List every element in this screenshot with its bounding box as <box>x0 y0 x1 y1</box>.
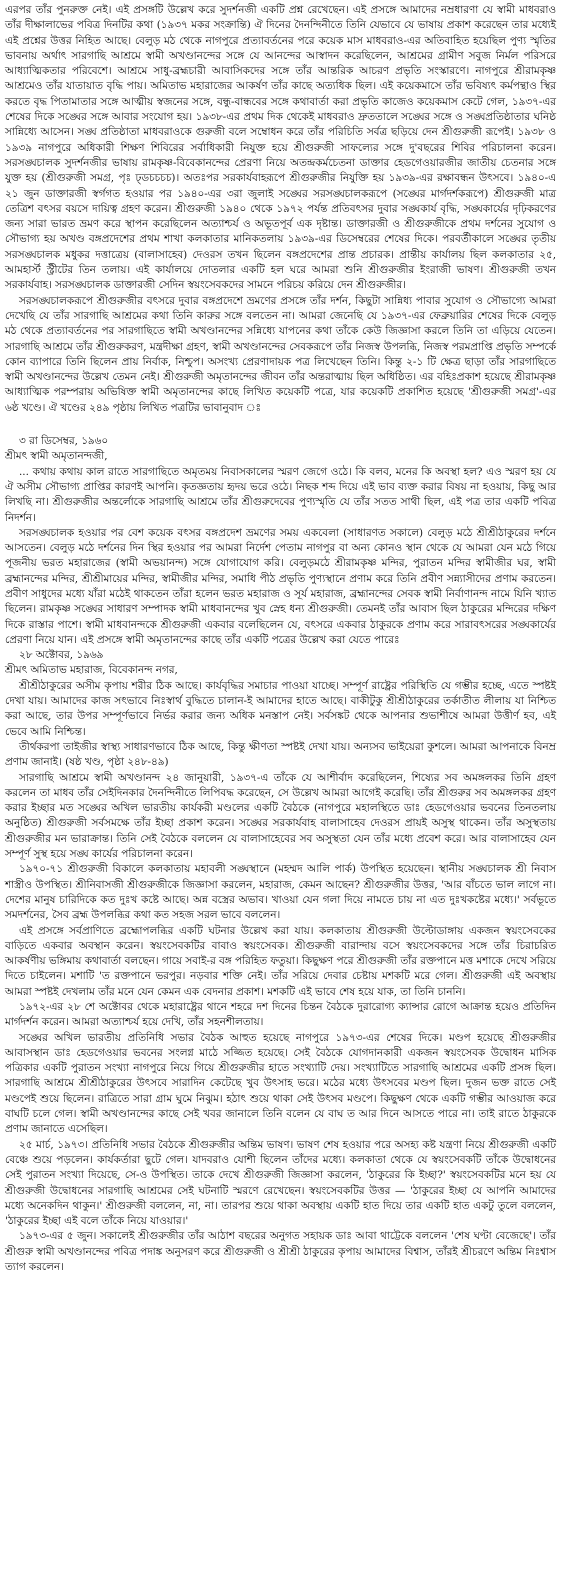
letter-salutation-1: শ্রীমৎ স্বামী অমৃতানন্দজী, <box>5 450 108 463</box>
paragraph-1972: ১৯৭২-এর ২৮ শে অক্টোবর থেকে মহারাষ্ট্রের থানে শহরে দশ দিনের চিন্তন বৈঠকে দুরারোগ্য ক্যান্সার রোগে আক্রান্ত হয়েও প্রতিদিন মার্গদর্শন করেন। আমরা অত্যাশ্চর্য হয়ে দেখি, তাঁর সহনশীলতায়। <box>5 1001 556 1029</box>
letter-salutation-2: শ্রীমৎ অমিতাভ মহারাজ, বিবেকানন্দ নগর, <box>5 664 178 677</box>
paragraph-1970: ১৯৭০-৭১ শ্রীগুরুজী বিকালে কলকাতায় মহাবলী সঙ্ঘস্থানে (মহম্মদ আলি পার্ক) উপস্থিত হয়েছেন। স্থানীয় সঙ্ঘচালক শ্রী নিবাস শাস্ত্রীও উপস্থিত। শ্রীনিবাসজী শ্রীগুরুজীকে জিজ্ঞাসা করলেন, মহারাজ, কেমন আছেন? শ্রীগুরুজীর উত্তর, 'আর বাঁচতে ভাল লাগে না। দেশের মানুষ চারিদিকে কত দুঃখ কষ্টে আছে। অন্ন বস্ত্রের অভাব। খাওয়া যেন গলা দিয়ে নামতে চায় না এত দুঃখকষ্টের মধ্যে।' সর্বভূতে সমদর্শনের, সৈব ব্রহ্ম উপলব্ধির কথা কত সহজ সরল ভাবে বললেন। <box>5 863 556 922</box>
paragraph-guruji-silence: সরসঙ্ঘচালকরূপে শ্রীগুরুজীর বৎসরে দুবার বঙ্গপ্রদেশে ভ্রমণের প্রসঙ্গে তাঁর দর্শন, কিছুটা সান্নিধ্য পাবার সুযোগ ও সৌভাগ্যে আমরা দেখেছি যে তাঁর সারগাছি আশ্রমের কথা তিনি কারুর সঙ্গে বলতেন না। আমরা জেনেছি যে ১৯৩৭-এর ফেব্রুয়ারির শেষের দিকে বেলুড় মঠ থেকে প্রত্যাবর্তনের পর সারগাছিতে স্বামী অখণ্ডানন্দের সন্নিধ্যে যাপনের কথা তাঁকে কেউ জিজ্ঞাসা করলে তিনি তা এড়িয়ে যেতেন। সারগাছি আশ্রমে তাঁর শ্রীগুরুকরণ, মন্ত্রদীক্ষা গ্রহণ, স্বামী অখণ্ডানন্দের সেবকরূপে তাঁর নিজস্ব উপলব্ধি, নিজস্ব পরমপ্রাপ্তি প্রভৃতি সম্পর্কে কোন ব্যাপারে তিনি ছিলেন প্রায় নির্বাক, নিশ্চুপ। অসংখ্য প্রেরণাদায়ক পত্র লিখেছেন তিনি। কিন্তু ২-১ টি ক্ষেত্র ছাড়া তাঁর সারগাছিতে স্বামী অখণ্ডানন্দের উল্লেখ তেমন নেই। শ্রীগুরুজী অমৃতানন্দের জীবন তাঁর অন্তরাত্মায় ছিল অধিষ্ঠিত। এর বহিঃপ্রকাশ হয়েছে শ্রীরামকৃষ্ণ আধ্যাত্মিক পরম্পরায় অভিষিক্ত স্বামী অমৃতানন্দের কাছে লিখিত কয়েকটি পত্রে, যার কয়েকটি প্রকাশিত হয়েছে 'শ্রীগুরুজী সমগ্র'-এর ৬ষ্ঠ খণ্ডে। ঐ খণ্ডের ২৪৯ পৃষ্ঠায় লিখিত পত্রটির ভাবানুবাদ ঃ <box>5 294 556 414</box>
paragraph-mosquito: এই প্রসঙ্গে সর্বপ্রাণিতে ব্রহ্মোপলব্ধির একটি ঘটনার উল্লেখ করা যায়। কলকাতায় শ্রীগুরুজী উল্টোডাঙ্গায় একজন স্বয়ংসেবকের বাড়িতে একবার অবস্থান করেন। স্বয়ংসেবকটির বাবাও স্বয়ংসেবক। শ্রীগুরুজী বারান্দায় বসে স্বয়ংসেবকদের সঙ্গে তাঁর চিরাচরিত আকর্ষণীয় ভঙ্গিমায় কথাবার্তা বলছেন। গায়ে সবাই-র বঙ্গ পরিহিত ফতুয়া। কিছুক্ষণ পরে শ্রীগুরুজী তাঁর রক্তপানে মত্ত মশাকে দেখে সরিয়ে দিতে চাইলেন। মশাটি 'ত রক্তপানে ভরপুর। নড়বার শক্তি নেই। তাঁর সরিয়ে দেবার চেষ্টায় মশকটি মরে গেল। শ্রীগুরুজী এই অবস্থায় আমরা স্পষ্টই দেখলাম তাঁর মনে যেন কেমন এক বেদনার প্রকাশ। মশকটি এই ভাবে শেষ হয়ে যাক, তা তিনি চাননি। <box>5 924 556 998</box>
paragraph-june-1973: ১৯৭৩-এর ৫ জুন। সকালেই শ্রীগুরুজীর তাঁর আঠাশ বছরের অনুগত সহায়ক ডাঃ আবা থাট্টেকে বললেন 'শেষ ঘণ্টা বেজেছে'। তাঁর শ্রীগুরু স্বামী অখণ্ডানন্দের পবিত্র পদাঙ্ক অনুসরণ করে শ্রীগুরুজী ও শ্রীশ্রী ঠাকুরের কৃপায় আমাদের বিশ্বাস, তাঁরই শ্রীচরণে অন্তিম নিঃশ্বাস ত্যাগ করলেন। <box>5 1230 556 1274</box>
spacer <box>5 416 556 434</box>
paragraph-intro: এরপর তাঁর পুনরুক্ত নেই। এই প্রসঙ্গটি উল্লেখ করে সুদর্শনজী একটি প্রশ্ন রেখেছেন। এই প্রসঙ্গে আমাদের নম্রধারণা যে স্বামী মাধবরাও তাঁর দীক্ষালাভের পবিত্র দিনটির কথা (১৯৩৭ মকর সংক্রান্তি) ঐ দিনের দৈনন্দিনীতে তিনি যেভাবে যে ভাষায় প্রকাশ করেছেন তার মধ্যেই এই প্রশ্নের উত্তর নিহিত আছে। বেলুড় মঠ থেকে নাগপুরে প্রত্যাবর্তনের পরে কয়েক মাস মাধবরাও-এর অতিবাহিত হয়েছিল পুণ্য স্মৃতির ভাবনায় অর্থাৎ সারগাছি আশ্রমে স্বামী অখণ্ডানন্দের সঙ্গে যে আনন্দের আস্বাদন করেছিলেন, আশ্রমের গ্রামীণ সবুজ নির্মল পরিসরে আধ্যাত্মিকতার পরিবেশে। আশ্রমে সাধু-ব্রহ্মচারী আবাসিকদের সঙ্গে তাঁর আন্তরিক আচরণ প্রভৃতি সংস্কারণে। নাগপুরে শ্রীরামকৃষ্ণ আশ্রমেও তাঁর যাতায়াত বৃদ্ধি পায়। অমিতাভ মহারাজের আকর্ষণ তাঁর কাছে অত্যধিক ছিল। এই কয়েকমাসে তাঁর ভবিষ্যৎ কর্মপন্থাও স্থির করতে বৃদ্ধ পিতামাতার সঙ্গে আত্মীয় স্বজনের সঙ্গে, বন্ধু-বান্ধবের সঙ্গে কথাবার্তা করা প্রভৃতি কাজেও কয়েকমাস কেটে গেল, ১৯৩৭-এর শেষের দিকে সঙ্ঘের সঙ্গে আবার সংযোগ হয়। ১৯৩৮-এর প্রথম দিক থেকেই মাধবরাও দ্রুততালে সঙ্ঘের সঙ্গে ও সঙ্ঘপ্রতিষ্ঠাতার ঘনিষ্ঠ সান্নিধ্যে আসেন। সঙ্ঘ প্রতিষ্ঠাতা মাধবরাওকে গুরুজী বলে সম্বোধন করে তাঁর পরিচিতি সর্বত্র ছড়িয়ে দেন শ্রীগুরুজী রূপেই। ১৯৩৮ ও ১৯৩৯ নাগপুরে অধিকারী শিক্ষণ শিবিরের সর্বাধিকারী নিযুক্ত হয়ে শ্রীগুরুজী সাফল্যের সঙ্গে দু'বছরের শিবির পরিচালনা করেন। সরসঙ্ঘচালক সুদর্শনজীর ভাষায় রামকৃষ্ণ-বিবেকানন্দের প্রেরণা নিয়ে অতন্দ্রকর্মচেতনা ডাক্তার হেডগেওয়ারজীর জাতীয় চেতনার সঙ্গে যুক্ত হয় (শ্রীগুরুজী সমগ্র, পৃঃ ঢ্ডচচচচ)। অতঃপর সরকার্যবাহরূপে শ্রীগুরুজীর নিযুক্তি হয় ১৯৩৯-এর রক্ষাবন্ধন উৎসবে। ১৯৪০-এ ২১ জুন ডাক্তারজী স্বর্গগত হওয়ার পর ১৯৪০-এর ৩রা জুলাই সঙ্ঘের সরসঙ্ঘচালকরূপে (সঙ্ঘের মার্গদর্শকরূপে) শ্রীগুরুজী মাত্র তেত্রিশ বৎসর বয়সে দায়িত্ব গ্রহণ করেন। শ্রীগুরুজী ১৯৪০ থেকে ১৯৭২ পর্যন্ত প্রতিবৎসর দুবার সঙ্ঘকার্য বৃদ্ধি, সঙ্ঘকার্যের দৃঢ়িকরণের জন্য সারা ভারত ভ্রমণ করে স্থাপন করেছিলেন অত্যাশ্চর্য ও অভূতপূর্ব এক দৃষ্টান্ত। ডাক্তারজী ও শ্রীগুরুজীকে প্রথম দর্শনের সুযোগ ও সৌভাগ্য হয় অখণ্ড বঙ্গপ্রদেশের প্রথম শাখা কলকাতার মানিকতলায় ১৯৩৯-এর ডিসেম্বরের শেষের দিকে। পরবর্তীকালে সঙ্ঘের তৃতীয় সরসঙ্ঘচালক মধুকর দত্তাত্রেয় (বালাসাহেব) দেওরস তখন ছিলেন বঙ্গপ্রদেশের প্রান্ত প্রচারক। প্রান্তীয় কার্যালয় ছিল কলকাতার ২৫, আমহার্স্ট স্ট্রীটের তিন তলায়। এই কার্যালয়ে দোতলার একটি হল ঘরে আমরা শুনি শ্রীগুরুজীর ইংরাজী ভাষণ। শ্রীগুরুজী তখন সরকার্যবাহ। সরসঙ্ঘচালক ডাক্তারজী সেদিন স্বয়ংসেবকদের সামনে পরিচয় করিয়ে দেন শ্রীগুরুজীর। <box>5 4 556 292</box>
paragraph-final-speech: ২৫ মার্চ, ১৯৭৩। প্রতিনিধি সভার বৈঠকে শ্রীগুরুজীর অন্তিম ভাষণ। ভাষণ শেষ হওয়ার পরে অসহ্য কষ্ট যন্ত্রণা নিয়ে শ্রীগুরুজী একটি বেঞ্চে শুয়ে পড়লেন। কার্যকর্তারা ছুটে গেল। যাদবরাও যোশী ছিলেন তাঁদের মধ্যে। কলকাতা থেকে যে স্বয়ংসেবকটি তাঁকে উদ্বোধনের সেই পুরাতন সংখ্যা দিয়েছে, সে-ও উপস্থিত। তাকে দেখে শ্রীগুরুজী জিজ্ঞাসা করলেন, 'ঠাকুরের কি ইচ্ছা?' স্বয়ংসেবকটির মনে হয় যে শ্রীগুরুজী উদ্বোধনের সারগাছি আশ্রমের সেই ঘটনাটি স্মরণে রেখেছেন। স্বয়ংসেবকটির উত্তর — 'ঠাকুরের ইচ্ছা যে আপনি আমাদের মধ্যে অনেকদিন থাকুন।' শ্রীগুরুজী বললেন, না, না। তারপর শুয়ে থাকা অবস্থায় একটি হাত দিয়ে তার একটি হাত একটু তুলে বললেন, 'ঠাকুরের ইচ্ছা এই বলে তাঁকে নিয়ে যাওয়ার।' <box>5 1138 556 1228</box>
letter-date-2: ২৮ অক্টোবর, ১৯৬৯ <box>19 649 104 662</box>
letter-body-2-closing: তীর্থকরপা তাইজীর স্বাস্থ্য সাধারণভাবে ঠিক আছে, কিন্তু ক্ষীণতা স্পষ্টই দেখা যায়। অন্যসব ভাইয়েরা কুশলে। আমরা আপনাকে বিনম্র প্রণাম জানাই। (ষষ্ঠ খণ্ড, পৃষ্ঠা ২৪৮-৪৯) <box>5 740 556 769</box>
letter-body-2: শ্রীশ্রীঠাকুরের অসীম কৃপায় শরীর ঠিক আছে। কার্যবৃদ্ধির সমাচার পাওয়া যাচ্ছে। সম্পূর্ণ রাষ্ট্রের পরিস্থিতি যে গম্ভীর হচ্ছে, এতে স্পষ্টই দেখা যায়। আমাদের কাজ সৎভাবে নিঃস্বার্থ বুদ্ধিতে চালান-ই আমাদের হাতে আছে। বাকীটুকু শ্রীশ্রীঠাকুরের তর্কাতীত লীলায় যা নিশ্চিত করা আছে, তার উপর সম্পূর্ণভাবে নির্ভর করার জন্য অধিক মনস্তাপ নেই। সর্বসঙ্কট থেকে আপনার শুভাশীষে আমরা উত্তীর্ণ হব, এই ভেবে আমি নিশ্চিন্ত। <box>5 679 556 738</box>
letter-date-1: ৩ রা ডিসেম্বর, ১৯৬০ <box>19 435 109 448</box>
paragraph-blessing: সারগাছি আশ্রমে স্বামী অখণ্ডানন্দ ২৪ জানুয়ারী, ১৯৩৭-এ তাঁকে যে আশীর্বাদ করেছিলেন, শিষ্যের সব অমঙ্গলকর তিনি গ্রহণ করলেন তা মাধব তাঁর সেইদিনকার দৈনন্দিনীতে লিপিবদ্ধ করেছেন, সে উল্লেখ আমরা আগেই করেছি। তাঁর শ্রীগুরুর সব অমঙ্গলকর গ্রহণ করার ইচ্ছার মত সঙ্ঘের অখিল ভারতীয় কার্যকরী মণ্ডলের একটি বৈঠকে (নাগপুরে মহালস্থিতে ডাঃ হেডগেওয়ার ভবনের তিনতলায় অনুষ্ঠিত) শ্রীগুরুজী সর্বসমক্ষে তাঁর ইচ্ছা প্রকাশ করেন। সঙ্ঘের সরকার্যবাহ বালাসাহেব দেওরস প্রায়ই অসুস্থ থাকেন। তাঁর অসুস্থতায় শ্রীগুরুজীর মন ভারাক্রান্ত। তিনি সেই বৈঠকে বললেন যে বালাসাহেবের সব অসুস্থতা যেন তাঁর মধ্যে প্রবেশ করে। আর বালাসাহেব যেন সম্পূর্ণ সুস্থ হয়ে সঙ্ঘ কার্যের পরিচালনা করেন। <box>5 771 556 861</box>
letter-body-1: ... কথায় কথায় কাল রাতে সারগাছিতে অমৃতময় নিবাসকালের স্মরণ জেগে ওঠে। কি বলব, মনের কি অবস্থা হল? এও স্মরণ হয় যে ঐ অসীম সৌভাগ্য প্রাপ্তির কারণই আপনি। কৃতজ্ঞতায় হৃদয় ভরে ওঠে। নিছক শব্দ দিয়ে এই ভাব ব্যক্ত করার বিষয় না হওয়ায়, কিছু আর লিখছি না। শ্রীগুরুজীর অন্তর্লোকে সারগাছি আশ্রমে তাঁর শ্রীগুরুদেবের পুণ্যস্মৃতি যে তাঁর সতত সাথী ছিল, এই পত্র তার একটি পবিত্র নিদর্শন। <box>5 465 556 524</box>
paragraph-pratinidhi-sabha: সঙ্ঘের অখিল ভারতীয় প্রতিনিধি সভার বৈঠক আহুত হয়েছে নাগপুরে ১৯৭৩-এর শেষের দিকে। মণ্ডপ হয়েছে শ্রীগুরুজীর আবাসস্থান ডাঃ হেডগেওয়ার ভবনের সংলগ্ন মাঠে সজ্জিত হয়েছে। সেই বৈঠকে যোগদানকারী একজন স্বয়ংসেবক উদ্বোধন মাসিক পত্রিকার একটি পুরাতন সংখ্যা নাগপুরে নিয়ে গিয়ে শ্রীগুরুজীর হাতে সংখ্যাটি দেয়। সংখ্যাটিতে সারগাছি আশ্রমের একটি প্রসঙ্গ ছিল। সারগাছি আশ্রমে শ্রীশ্রীঠাকুরের উৎসবে সারাদিন কেটেছে খুব উৎসাহ ভরে। মঠের মধ্যে উৎসবের মণ্ডপ ছিল। দুজন ভক্ত রাতে সেই মণ্ডপেই শুয়ে ছিলেন। রাত্রিতে সারা গ্রাম ঘুমে নিঝুম। হঠাৎ শুয়ে থাকা সেই উৎসব মণ্ডপে। কিছুক্ষণ থেকে একটি গম্ভীর আওয়াজ করে বাঘটি চলে গেল। স্বামী অখণ্ডানন্দের কাছে সেই খবর জানালে তিনি বলেন যে বাঘ ত আর দিনে আসতে পারে না। তাই রাতে ঠাকুরকে প্রণাম জানাতে এসেছিল। <box>5 1031 556 1136</box>
paragraph-belur-visits: সরসঙ্ঘচালক হওয়ার পর বেশ কয়েক বৎসর বঙ্গপ্রদেশ ভ্রমণের সময় একবেলা (সাধারণত সকালে) বেলুড় মঠে শ্রীশ্রীঠাকুরের দর্শনে আসতেন। বেলুড় মঠে দর্শনের দিন স্থির হওয়ার পর আমরা নির্দেশ পেতাম নাগপুর বা অন্য কোনও স্থান থেকে যে আমরা যেন মঠে গিয়ে পূজনীয় ভরত মহারাজের (স্বামী অভয়ানন্দ) সঙ্গে যোগাযোগ করি। বেলুড়মঠে শ্রীরামকৃষ্ণ মন্দির, পুরাতন মন্দির স্বামীজীর ঘর, স্বামী ব্রহ্মানন্দের মন্দির, শ্রীশ্রীমায়ের মন্দির, স্বামীজীর মন্দির, সমাধি পীঠ প্রভৃতি পুণ্যস্থানে প্রণাম করে তিনি প্রবীণ সন্ন্যাসীদের প্রণাম করতেন। প্রবীণ সাধুদের মধ্যে যাঁরা মঠেই থাকতেন তাঁরা হলেন ভরত মহারাজ ও সূর্য মহারাজ, ব্রহ্মানন্দের সেবক স্বামী নির্বাণানন্দ নামে যিনি খ্যাত ছিলেন। রামকৃষ্ণ সঙ্ঘের সাধারণ সম্পাদক স্বামী মাধবানন্দের খুব স্নেহ ধন্য শ্রীগুরুজী। তেমনই তাঁর আবাস ছিল ঠাকুরের মন্দিরের দক্ষিণ দিকে রাস্তার পাশে। স্বামী মাধবানন্দকে শ্রীগুরুজী একবার বলেছিলেন যে, বৎসরে একবার ঠাকুরকে প্রণাম করে সারাবৎসরের সঙ্ঘকার্যের প্রেরণা নিয়ে যান। এই প্রসঙ্গে স্বামী অমৃতানন্দের কাছে তাঁর একটি পত্রের উল্লেখ করা যেতে পারেঃ <box>5 526 556 646</box>
